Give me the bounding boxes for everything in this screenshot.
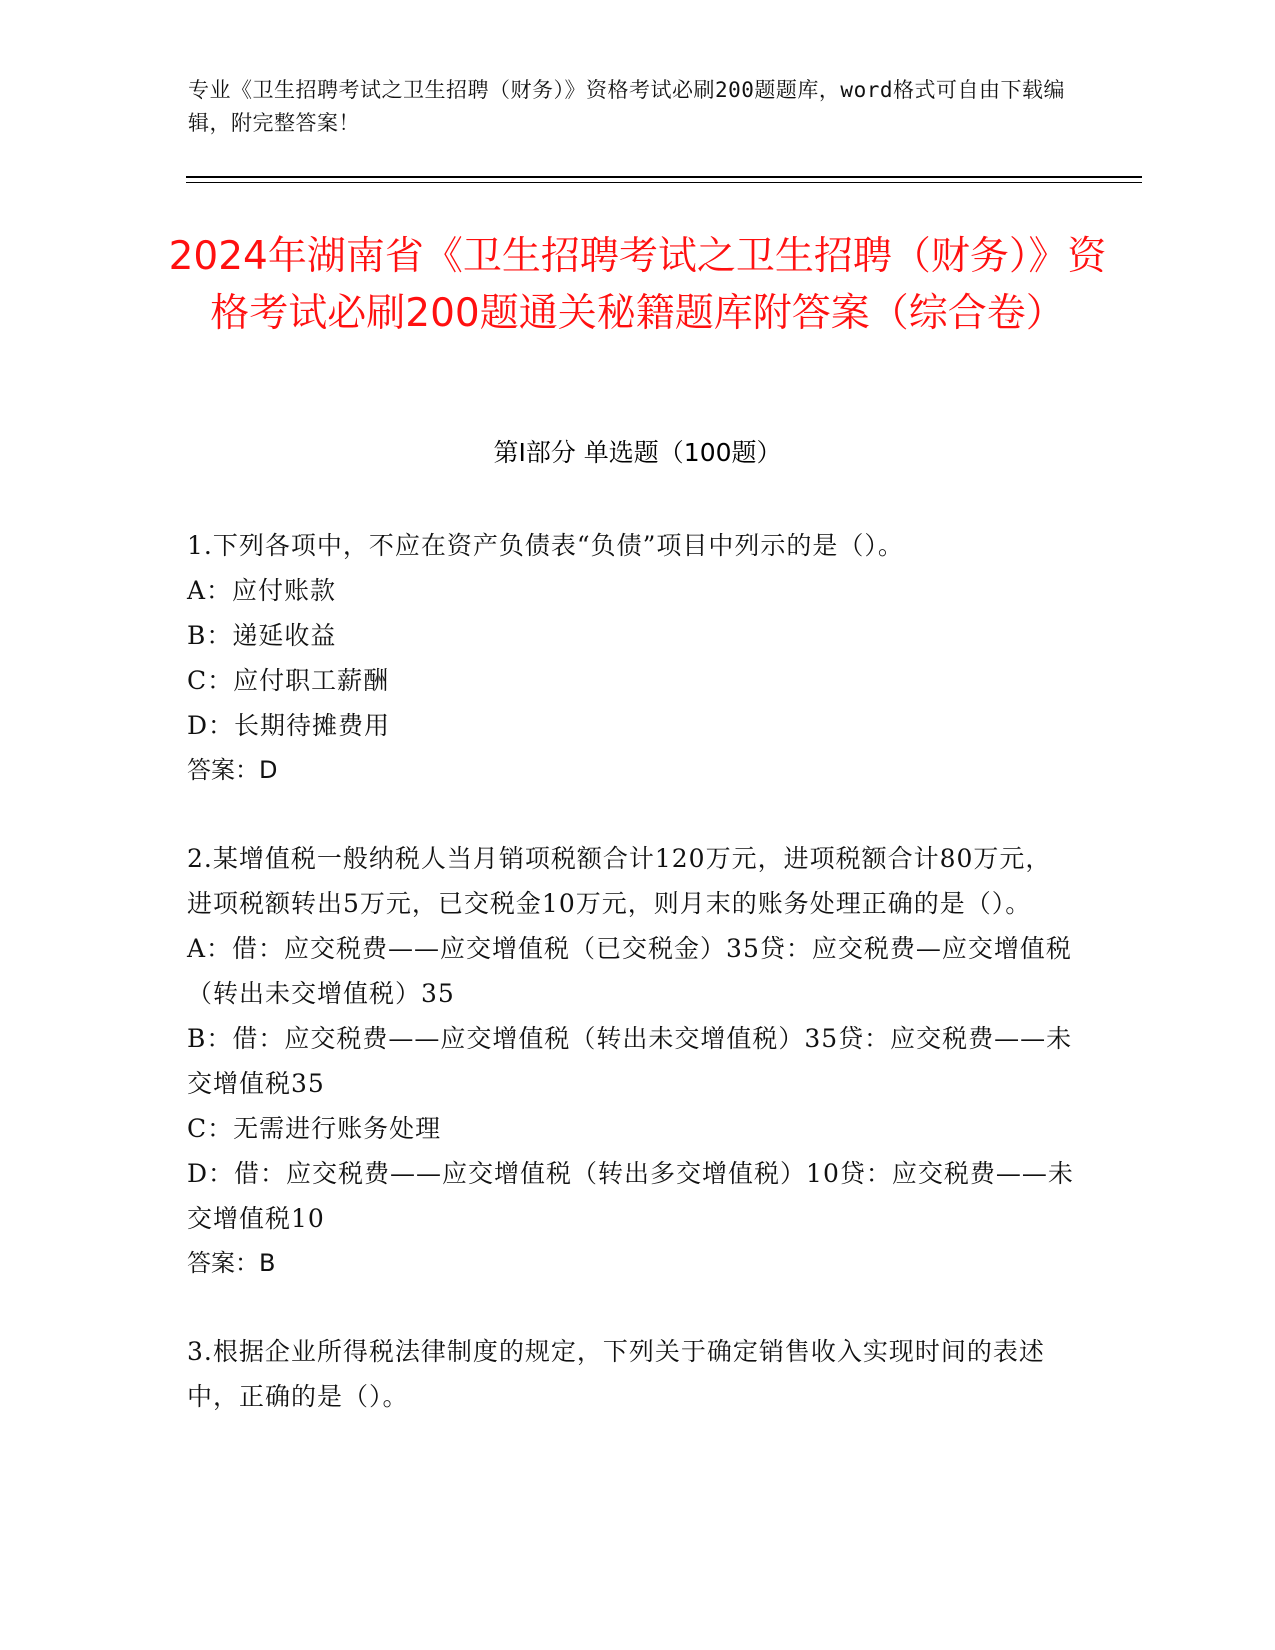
answer-key: 答案：D: [187, 756, 278, 784]
option-d: D：借：应交税费——应交增值税（转出多交增值税）10贷：应交税费——未交增值税10: [187, 1159, 1074, 1233]
option-b: B：递延收益: [187, 621, 337, 650]
option-c: C：无需进行账务处理: [187, 1114, 442, 1143]
option-a: A：借：应交税费——应交增值税（已交税金）35贷：应交税费—应交增值税（转出未交增值税）35: [187, 934, 1072, 1008]
section-heading: 第Ⅰ部分 单选题（100题）: [493, 438, 782, 467]
header-note: 专业《卫生招聘考试之卫生招聘（财务）》资格考试必刷200题题库，word格式可自由下载编辑，附完整答案！: [188, 78, 1065, 135]
question-item: [187, 1329, 1077, 1419]
option-a: A：应付账款: [187, 576, 337, 605]
answer-key: 答案：B: [187, 1249, 276, 1277]
option-d: D：长期待摊费用: [187, 711, 391, 740]
header-divider-thick: [186, 176, 1142, 178]
question-list: [187, 523, 1077, 1462]
option-b: B：借：应交税费——应交增值税（转出未交增值税）35贷：应交税费——未交增值税35: [187, 1024, 1073, 1098]
document-title: 2024年湖南省《卫生招聘考试之卫生招聘（财务）》资格考试必刷200题通关秘籍题库附答案（综合卷）: [168, 234, 1107, 336]
question-stem: 3.根据企业所得税法律制度的规定，下列关于确定销售收入实现时间的表述中，正确的是（）。: [187, 1337, 1045, 1411]
question-stem: 1.下列各项中，不应在资产负债表“负债”项目中列示的是（）。: [187, 531, 904, 560]
question-item: [187, 523, 1077, 793]
header-divider-thin: [186, 182, 1142, 183]
question-stem: 2.某增值税一般纳税人当月销项税额合计120万元，进项税额合计80万元，进项税额转出5万元，已交税金10万元，则月末的账务处理正确的是（）。: [187, 844, 1052, 918]
question-item: [187, 836, 1077, 1286]
option-c: C：应付职工薪酬: [187, 666, 390, 695]
